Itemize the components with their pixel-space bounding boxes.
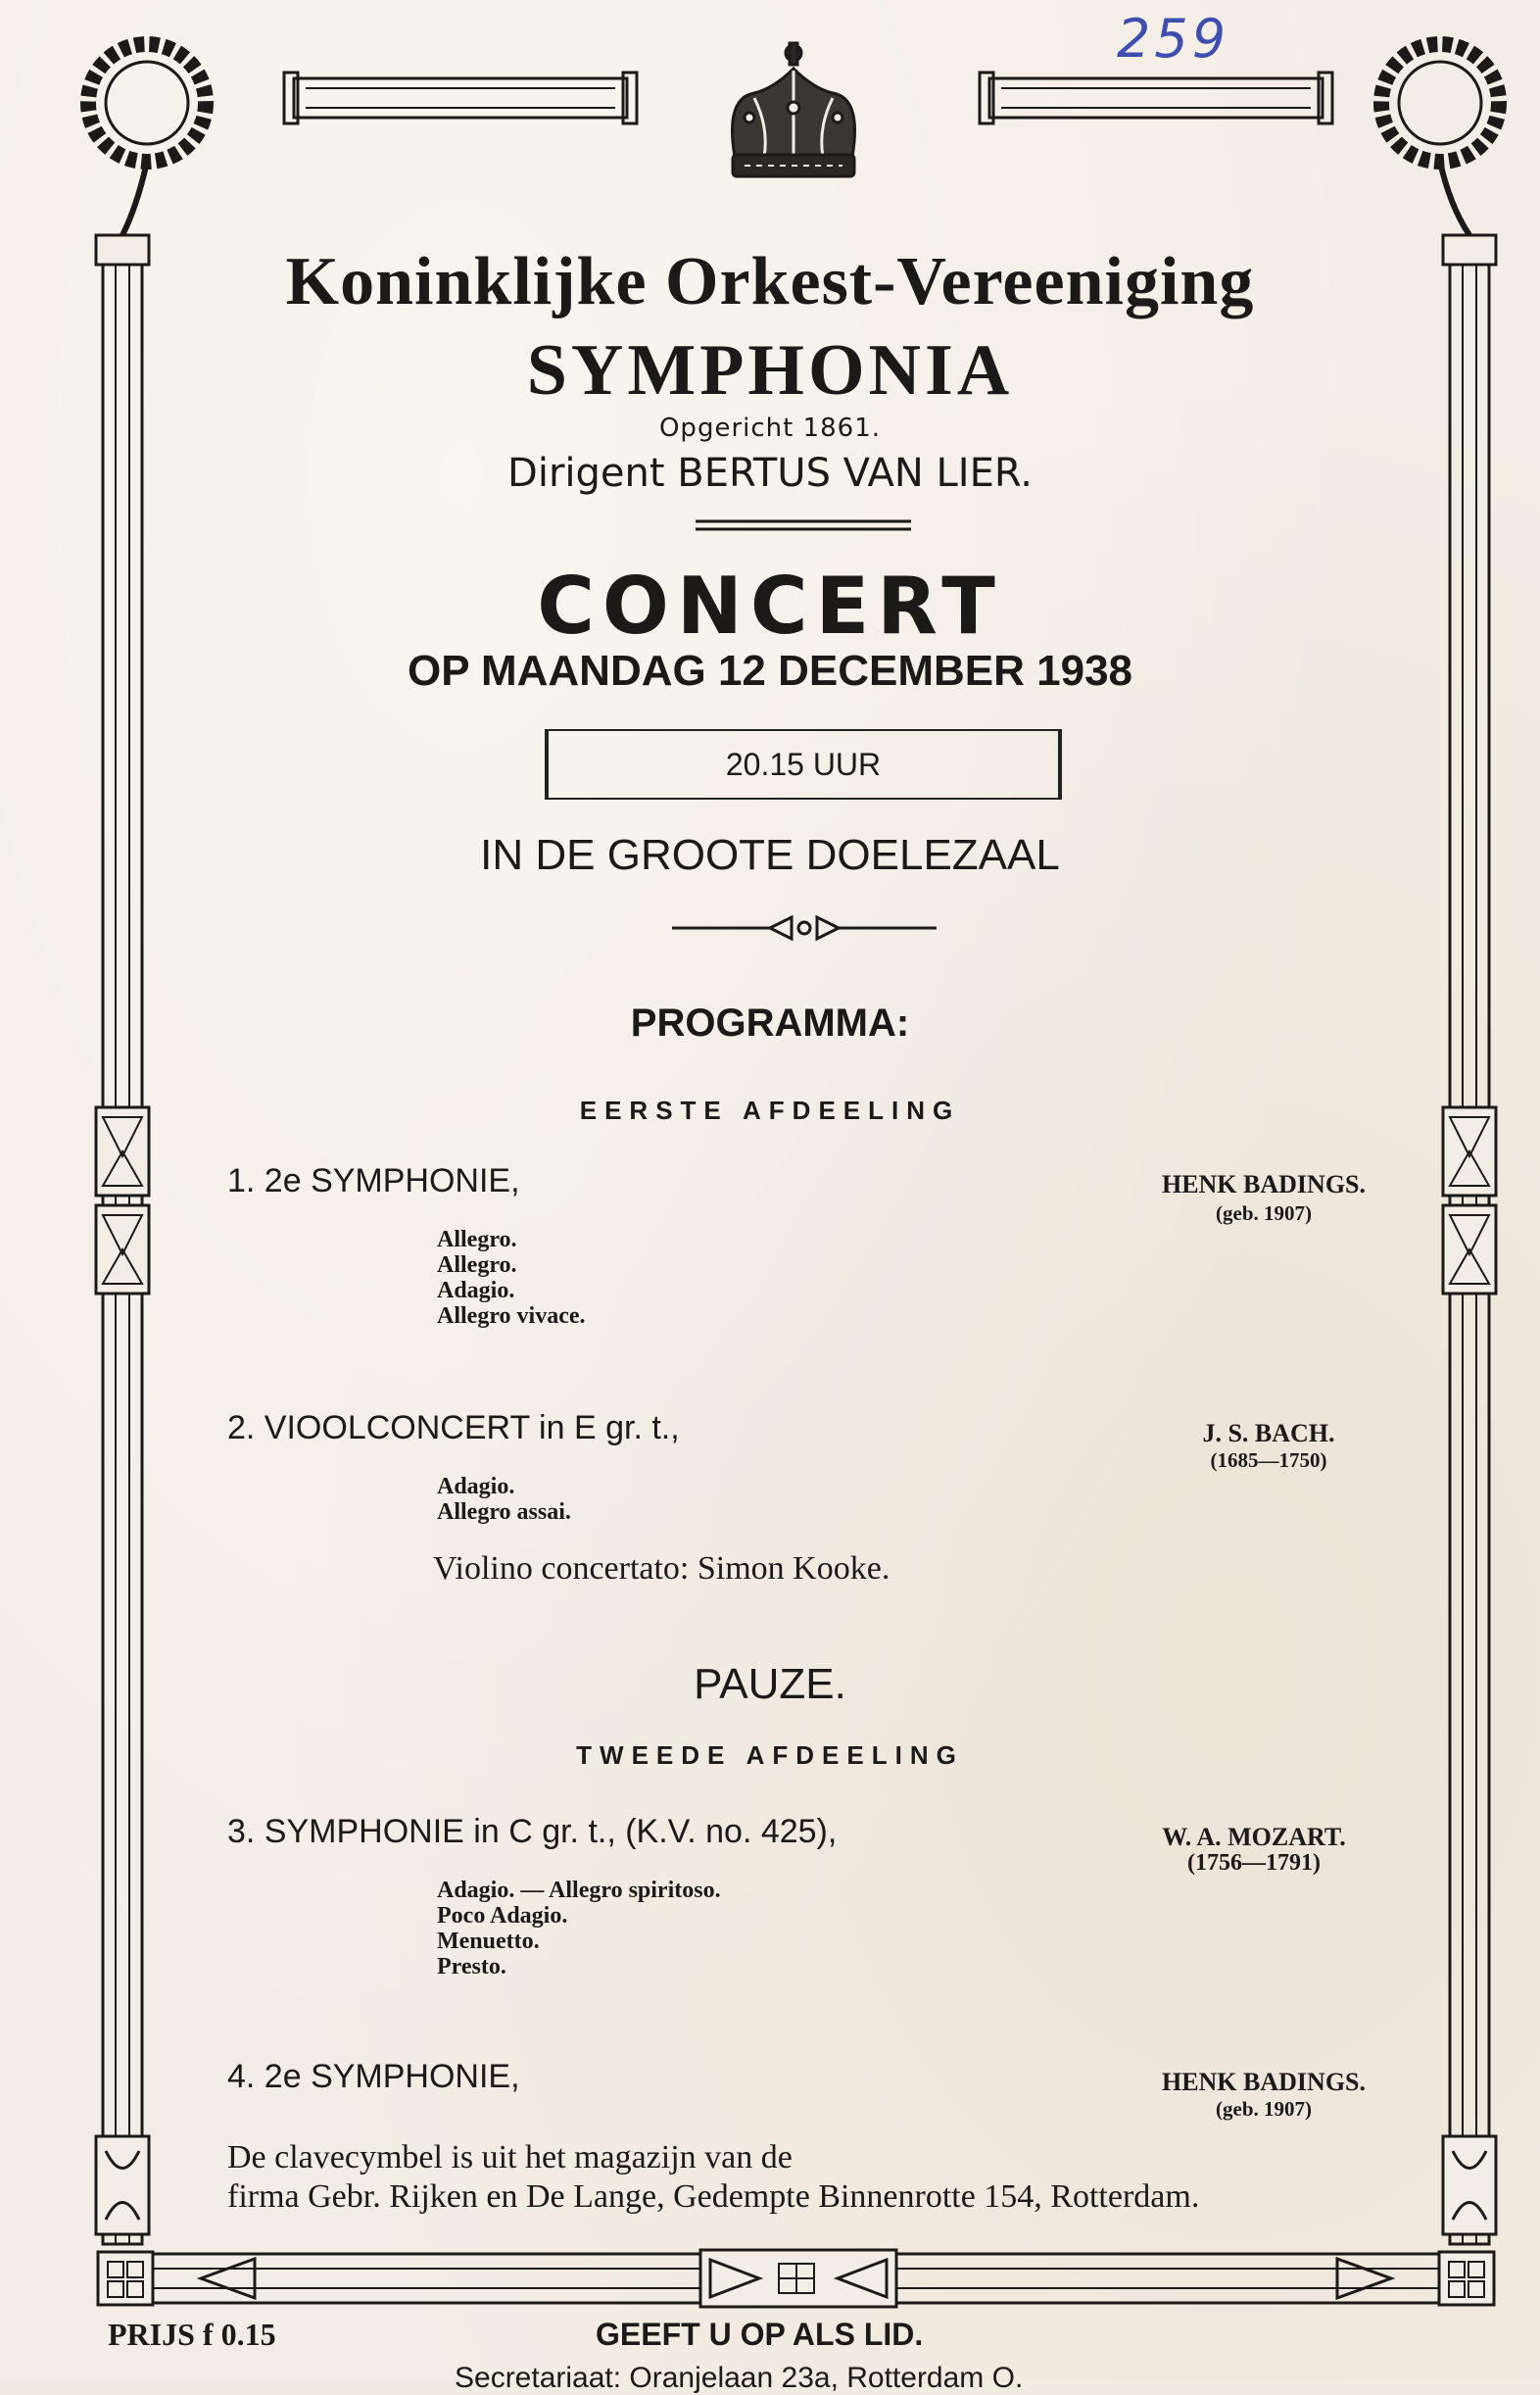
movement: Allegro. [437, 1227, 517, 1252]
pause-label: PAUZE. [694, 1660, 846, 1708]
composer-4-dates: (geb. 1907) [1216, 2097, 1312, 2121]
movement-list-2 [437, 1474, 571, 1525]
movement: Allegro vivace. [437, 1303, 586, 1329]
ornament-divider-icon [672, 913, 937, 943]
double-rule [696, 517, 911, 535]
part-one-heading: EERSTE AFDEELING [579, 1096, 961, 1125]
soloist-line: Violino concertato: Simon Kooke. [433, 1550, 890, 1587]
conductor-line: Dirigent BERTUS VAN LIER. [507, 451, 1033, 496]
secretariat-address: Secretariaat: Oranjelaan 23a, Rotterdam O. [455, 2362, 1024, 2394]
movement-list-3 [437, 1878, 721, 1980]
composer-4: HENK BADINGS. [1161, 2068, 1367, 2096]
movement: Adagio. [437, 1278, 515, 1303]
laurel-wreath-icon [86, 44, 208, 166]
handwritten-number: 259 [1117, 8, 1230, 70]
programme-item-2: 2. VIOOLCONCERT in E gr. t., [227, 1409, 680, 1446]
composer-3: W. A. MOZART. [1162, 1823, 1346, 1851]
movement: Adagio. [437, 1474, 515, 1499]
membership-slogan: GEEFT U OP ALS LID. [596, 2317, 924, 2352]
crown-icon [715, 39, 872, 196]
composer-2-dates: (1685—1750) [1210, 1448, 1327, 1472]
concert-date: OP MAANDAG 12 DECEMBER 1938 [407, 647, 1133, 695]
movement: Menuetto. [437, 1929, 540, 1954]
composer-3-dates: (1756—1791) [1187, 1850, 1321, 1876]
note-line: De clavecymbel is uit het magazijn van de [227, 2139, 793, 2175]
movement-list-1 [437, 1227, 586, 1329]
orchestra-name: SYMPHONIA [526, 330, 1014, 411]
movement: Adagio. — Allegro spiritoso. [437, 1878, 721, 1903]
programme-item-3: 3. SYMPHONIE in C gr. t., (K.V. no. 425), [227, 1813, 838, 1850]
note-line: firma Gebr. Rijken en De Lange, Gedempte Binnenrotte 154, Rotterdam. [227, 2178, 1200, 2215]
programme-heading: PROGRAMMA: [630, 1002, 910, 1045]
movement: Presto. [437, 1954, 506, 1980]
composer-1: HENK BADINGS. [1161, 1170, 1367, 1198]
composer-1-dates: (geb. 1907) [1216, 1201, 1312, 1225]
founded-line: Opgericht 1861. [658, 414, 882, 443]
composer-2: J. S. BACH. [1202, 1419, 1335, 1447]
concert-title: CONCERT [537, 561, 1003, 652]
laurel-wreath-icon [1379, 44, 1501, 166]
movement: Allegro. [437, 1252, 517, 1278]
programme-item-1: 1. 2e SYMPHONIE, [227, 1162, 520, 1199]
concert-time: 20.15 UUR [545, 729, 1062, 800]
harpsichord-note [227, 2138, 1199, 2217]
part-two-heading: TWEEDE AFDEELING [576, 1740, 964, 1770]
movement: Allegro assai. [437, 1499, 571, 1525]
organization-name: Koninklijke Orkest-Vereeniging [285, 244, 1255, 319]
concert-venue: IN DE GROOTE DOELEZAAL [480, 831, 1060, 879]
programme-item-4: 4. 2e SYMPHONIE, [227, 2058, 520, 2095]
movement: Poco Adagio. [437, 1903, 568, 1929]
price-label: PRIJS f 0.15 [108, 2317, 276, 2352]
